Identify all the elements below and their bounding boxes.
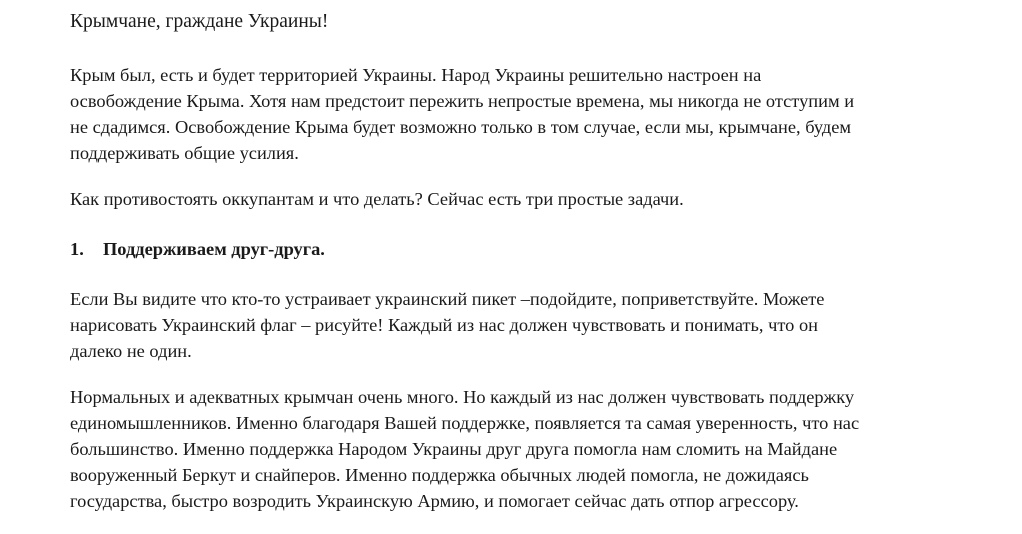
intro-paragraph (70, 62, 1010, 166)
text-line: далеко не один. (70, 341, 192, 361)
text-line: вооруженный Беркут и снайперов. Именно поддержка обычных людей помогла, не дожидаясь (70, 465, 809, 485)
majority-paragraph (70, 384, 1010, 514)
support-paragraph (70, 286, 1010, 364)
text-line: Нормальных и адекватных крымчан очень много. Но каждый из нас должен чувствовать поддержку (70, 387, 855, 407)
document-title: Крымчане, граждане Украины! (70, 11, 329, 32)
text-line: Если Вы видите что кто-то устраивает украинский пикет –подойдите, поприветствуйте. Можете (70, 289, 825, 309)
text-line: не сдадимся. Освобождение Крыма будет возможно только в том случае, если мы, крымчане, будем (70, 117, 852, 137)
text-line: Как противостоять оккупантам и что делать? Сейчас есть три простые задачи. (70, 189, 684, 209)
text-line: единомышленников. Именно благодаря Вашей поддержке, появляется та самая уверенность, что нас (70, 413, 860, 433)
text-line: освобождение Крыма. Хотя нам предстоит пережить непростые времена, мы никогда не отступим и (70, 91, 855, 111)
section-heading (70, 236, 325, 262)
question-paragraph (70, 186, 1010, 212)
section-number: 1. (70, 239, 84, 259)
text-line: большинство. Именно поддержка Народом Украины друг друга помогла нам сломить на Майдане (70, 439, 838, 459)
text-line: государства, быстро возродить Украинскую Армию, и помогает сейчас дать отпор агрессору. (70, 491, 799, 511)
text-line: Крым был, есть и будет территорией Украины. Народ Украины решительно настроен на (70, 65, 762, 85)
text-line: нарисовать Украинский флаг – рисуйте! Каждый из нас должен чувствовать и понимать, что он (70, 315, 818, 335)
section-heading-text: Поддерживаем друг-друга. (103, 239, 325, 259)
text-line: поддерживать общие усилия. (70, 143, 299, 163)
